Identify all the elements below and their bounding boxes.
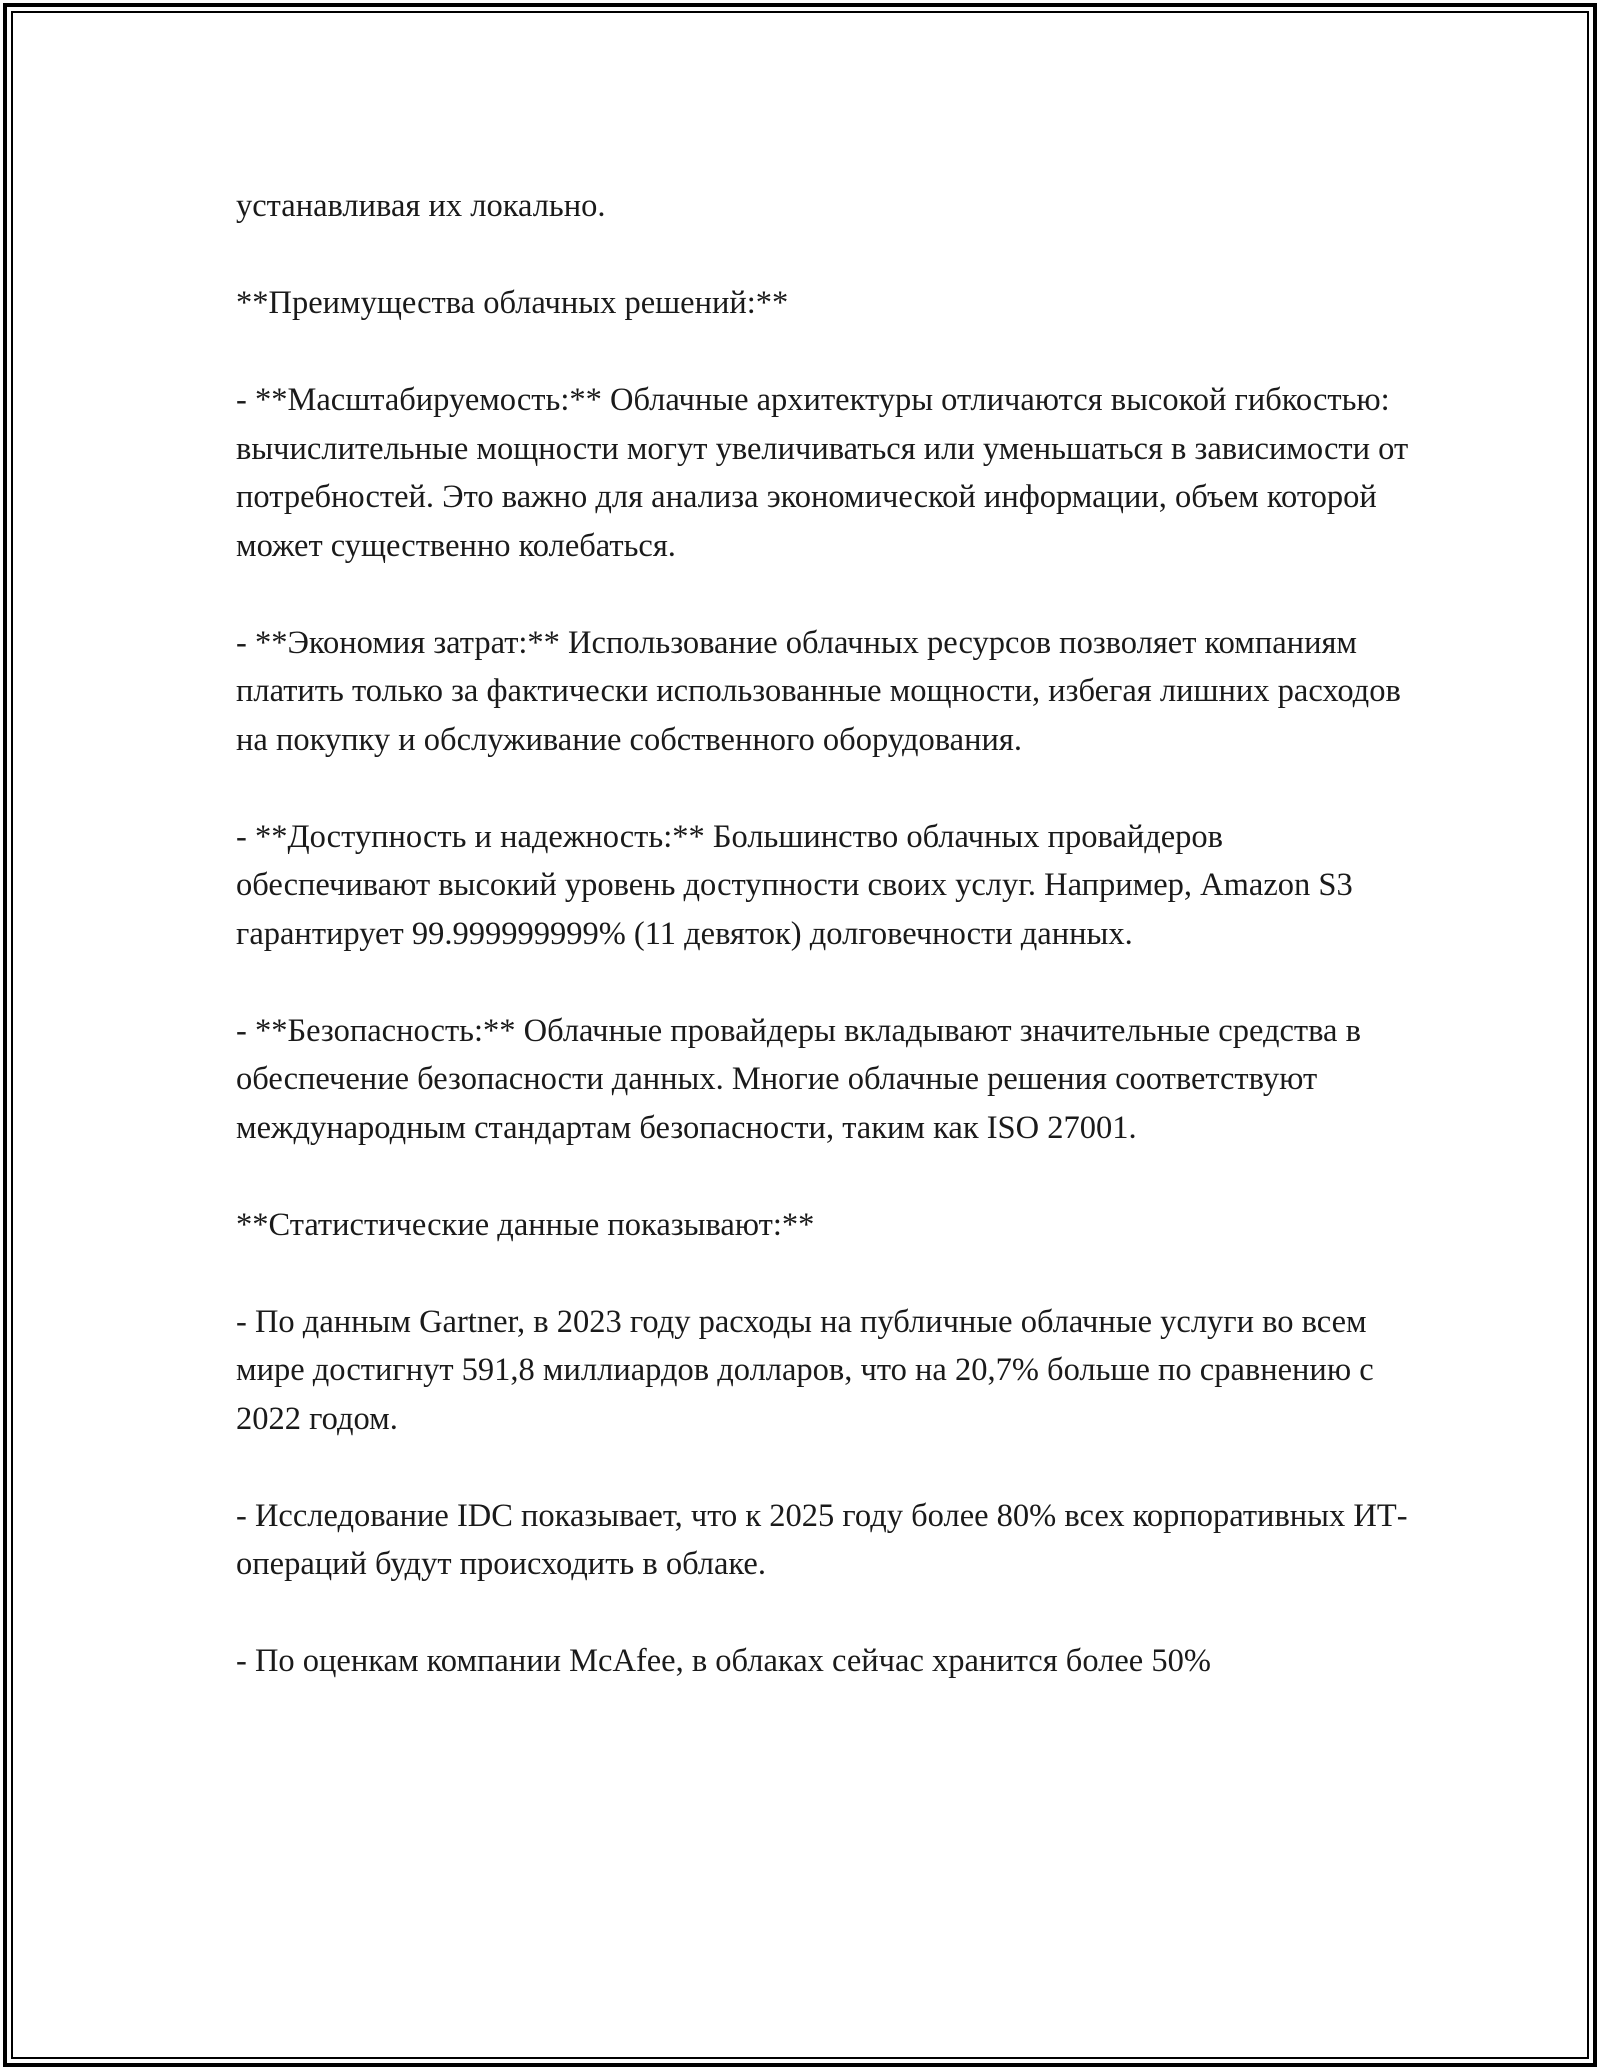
list-item-scalability: - **Масштабируемость:** Облачные архитектуры отличаются высокой гибкостью: вычислительные мощности могут увеличиваться или уменьшаться в зависимости от потребностей. Это важно для анализа экономической информации, объем которой может существенно колебаться. [236,382,1409,564]
heading-cloud-advantages: **Преимущества облачных решений:** [236,285,789,321]
list-item-gartner: - По данным Gartner, в 2023 году расходы на публичные облачные услуги во всем мире достигнут 591,8 миллиардов долларов, что на 20,7% больше по сравнению с 2022 годом. [236,1303,1374,1437]
list-item-availability: - **Доступность и надежность:** Большинство облачных провайдеров обеспечивают высокий уровень доступности своих услуг. Например, Amazon S3 гарантирует 99.999999999% (11 девяток) долговечности данных. [236,818,1353,952]
list-item-security: - **Безопасность:** Облачные провайдеры вкладывают значительные средства в обеспечение безопасности данных. Многие облачные решения соответствуют международным стандартам безопасности, таким как ISO 27001. [236,1012,1361,1146]
heading-statistics: **Статистические данные показывают:** [236,1206,815,1243]
list-item-cost-savings: - **Экономия затрат:** Использование облачных ресурсов позволяет компаниям платить только за фактически использованные мощности, избегая лишних расходов на покупку и обслуживание собственного оборудования. [236,624,1401,758]
list-item-idc: - Исследование IDC показывает, что к 2025 году более 80% всех корпоративных ИТ-операций будут происходить в облаке. [236,1497,1408,1582]
document-body [236,182,1416,1686]
list-item-mcafee: - По оценкам компании McAfee, в облаках сейчас хранится более 50% [236,1643,1211,1679]
paragraph-continuation: устанавливая их локально. [236,188,606,224]
